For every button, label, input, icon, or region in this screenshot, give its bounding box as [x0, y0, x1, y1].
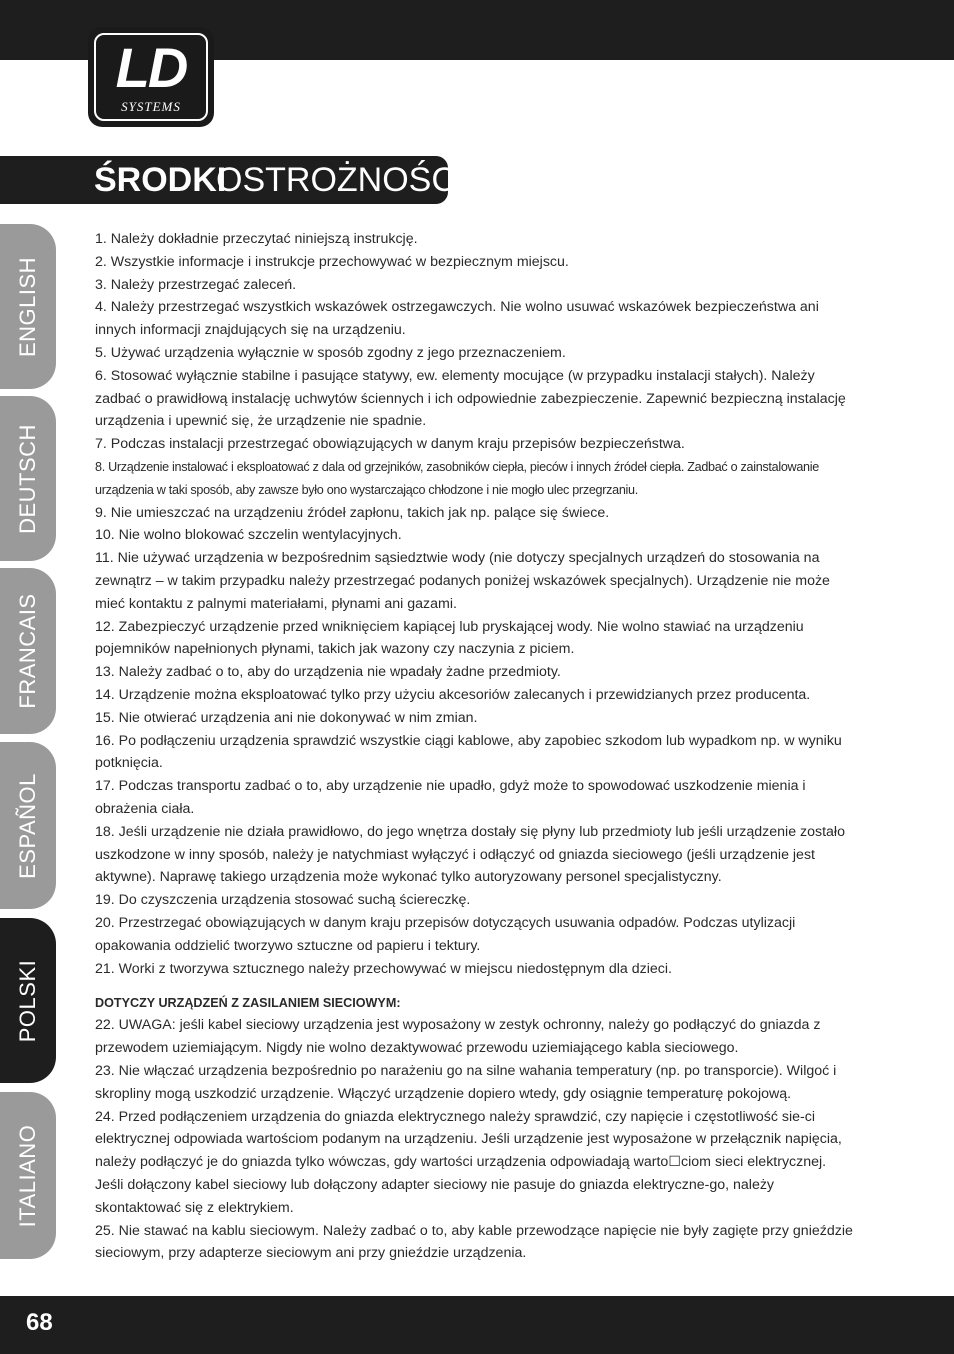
list-item: 13. Należy zadbać o to, aby do urządzenia nie wpadały żadne przedmioty. [95, 664, 561, 681]
page-number: 68 [26, 1309, 53, 1336]
tab-italiano[interactable] [0, 1092, 56, 1259]
list-item: 22. UWAGA: jeśli kabel sieciowy urządzenia jest wyposażony w zestyk ochronny, należy go podłączyć do gniazda z przewodem uziemiającym. Nigdy nie wolno dezaktywować przewodu uziemiającego kabla sieciowego. [95, 1017, 821, 1057]
list-item: 23. Nie włączać urządzenia bezpośrednio po narażeniu go na silne wahania temperatury (np. po transporcie). Wilgoć i skropliny mogą uszkodzić urządzenie. Włączyć urządzenie dopiero wtedy, gdy osiągnie temperaturę pokojową. [95, 1063, 837, 1102]
logo-subtext: SYSTEMS [121, 99, 181, 114]
page-title-bold: ŚRODKI [94, 161, 227, 199]
tab-deutsch[interactable] [0, 396, 56, 561]
list-item: 2. Wszystkie informacje i instrukcje przechowywać w bezpiecznym miejscu. [95, 253, 569, 270]
logo-text: LD [115, 36, 187, 99]
list-item: 21. Worki z tworzywa sztucznego należy przechowywać w miejscu niedostępnym dla dzieci. [95, 960, 672, 977]
tab-label: DEUTSCH [15, 423, 40, 534]
tab-label: ESPAÑOL [15, 772, 40, 879]
list-item: 14. Urządzenie można eksploatować tylko przy użyciu akcesoriów zalecanych i przewidzianych przez producenta. [95, 686, 811, 703]
list-item: 20. Przestrzegać obowiązujących w danym kraju przepisów dotyczących usuwania odpadów. Podczas utylizacji opakowania oddzielić tworzywo sztuczne od papieru i tektury. [95, 914, 796, 954]
safety-instructions [95, 228, 857, 1265]
list-item: 5. Używać urządzenia wyłącznie w sposób zgodny z jego przeznaczeniem. [95, 344, 566, 361]
list-item: 3. Należy przestrzegać zaleceń. [95, 276, 297, 293]
tab-label: FRANCAIS [15, 593, 40, 709]
list-item: 12. Zabezpieczyć urządzenie przed wniknięciem kapiącej lub pryskającej wody. Nie wolno stawiać na urządzeniu pojemników napełnionych płynami, takich jak wazony czy naczynia z piciem. [95, 618, 804, 658]
tab-francais[interactable] [0, 568, 56, 734]
list-item: 16. Po podłączeniu urządzenia sprawdzić wszystkie ciągi kablowe, aby zapobiec szkodom lub wypadkom np. w wyniku potknięcia. [95, 732, 842, 772]
section-subheading: DOTYCZY URZĄDZEŃ Z ZASILANIEM SIECIOWYM: [95, 995, 401, 1010]
list-item: 9. Nie umieszczać na urządzeniu źródeł zapłonu, takich jak np. palące się świece. [95, 504, 610, 521]
list-item: 10. Nie wolno blokować szczelin wentylacyjnych. [95, 527, 402, 544]
tab-english[interactable] [0, 224, 56, 389]
logo-frame [94, 33, 208, 121]
list-item: 17. Podczas transportu zadbać o to, aby urządzenie nie upadło, gdyż może to spowodować uszkodzenie mienia i obrażenia ciała. [95, 778, 806, 817]
list-item: 25. Nie stawać na kablu sieciowym. Należy zadbać o to, aby kable przewodzące napięcie nie były zagięte przy gnieździe sieciowym, przy adapterze sieciowym ani przy gnieździe urządzenia. [95, 1222, 853, 1262]
tab-label: ENGLISH [15, 256, 40, 357]
list-item: 6. Stosować wyłącznie stabilne i pasujące statywy, ew. elementy mocujące (w przypadku instalacji stałych). Należy zadbać o prawidłową instalację uchwytów ściennych i ich odpowiednie zabezpieczenie. Zapewnić bezpieczną instalację urządzenia i upewnić się, że urządzenie nie spadnie. [95, 367, 846, 430]
list-item: 11. Nie używać urządzenia w bezpośrednim sąsiedztwie wody (nie dotyczy specjalnych urządzeń do stosowania na zewnątrz – w takim przypadku należy przestrzegać podanych poniżej wskazówek specjalnych). Urządzenie nie może mieć kontaktu z palnymi materiałami, płynami ani gazami. [95, 550, 830, 612]
tab-label: POLSKI [15, 959, 40, 1042]
tab-espanol[interactable] [0, 742, 56, 909]
ld-systems-logo [88, 27, 214, 127]
page-title-light: OSTROŻNOŚCI: [216, 161, 475, 199]
list-item: 4. Należy przestrzegać wszystkich wskazówek ostrzegawczych. Nie wolno usuwać wskazówek bezpieczeństwa ani innych informacji znajdujących się na urządzeniu. [95, 299, 819, 339]
bottom-bar [0, 1296, 954, 1354]
list-item: 1. Należy dokładnie przeczytać niniejszą instrukcję. [95, 231, 418, 247]
list-item: 24. Przed podłączeniem urządzenia do gniazda elektrycznego należy sprawdzić, czy napięcie i częstotliwość sie-ci elektrycznej odpowiada wartościom podanym na urządzeniu. Jeśli urządzenie jest wyposażone w przełącznik napięcia, należy podłączyć je do gniazda tylko wówczas, gdy wartości urządzenia odpowiadają warto☐ciom sieci elektrycznej. Jeśli dołączony kabel sieciowy lub dołączony adapter sieciowy nie pasuje do gniazda elektryczne-go, należy skontaktować się z elektrykiem. [95, 1108, 842, 1216]
list-item: 8. Urządzenie instalować i eksploatować z dala od grzejników, zasobników ciepła, pieców i innych źródeł ciepła. Zadbać o zainstalowanie urządzenia w taki sposób, aby zawsze było ono wystarczająco chłodzone i nie mogło ulec przegrzaniu. [95, 459, 819, 497]
list-item: 18. Jeśli urządzenie nie działa prawidłowo, do jego wnętrza dostały się płyny lub przedmioty lub jeśli urządzenie zostało uszkodzone w inny sposób, należy je natychmiast wyłączyć i odłączyć od gniazda sieciowego (jeśli urządzenie jest aktywne). Naprawę takiego urządzenia może wykonać tylko autoryzowany personel specjalistyczny. [95, 823, 845, 886]
list-item: 7. Podczas instalacji przestrzegać obowiązujących w danym kraju przepisów bezpieczeństwa. [95, 436, 685, 453]
list-item: 19. Do czyszczenia urządzenia stosować suchą ściereczkę. [95, 892, 471, 909]
tab-label: ITALIANO [15, 1124, 40, 1227]
list-item: 15. Nie otwierać urządzenia ani nie dokonywać w nim zmian. [95, 709, 478, 726]
tab-polski[interactable] [0, 918, 56, 1083]
